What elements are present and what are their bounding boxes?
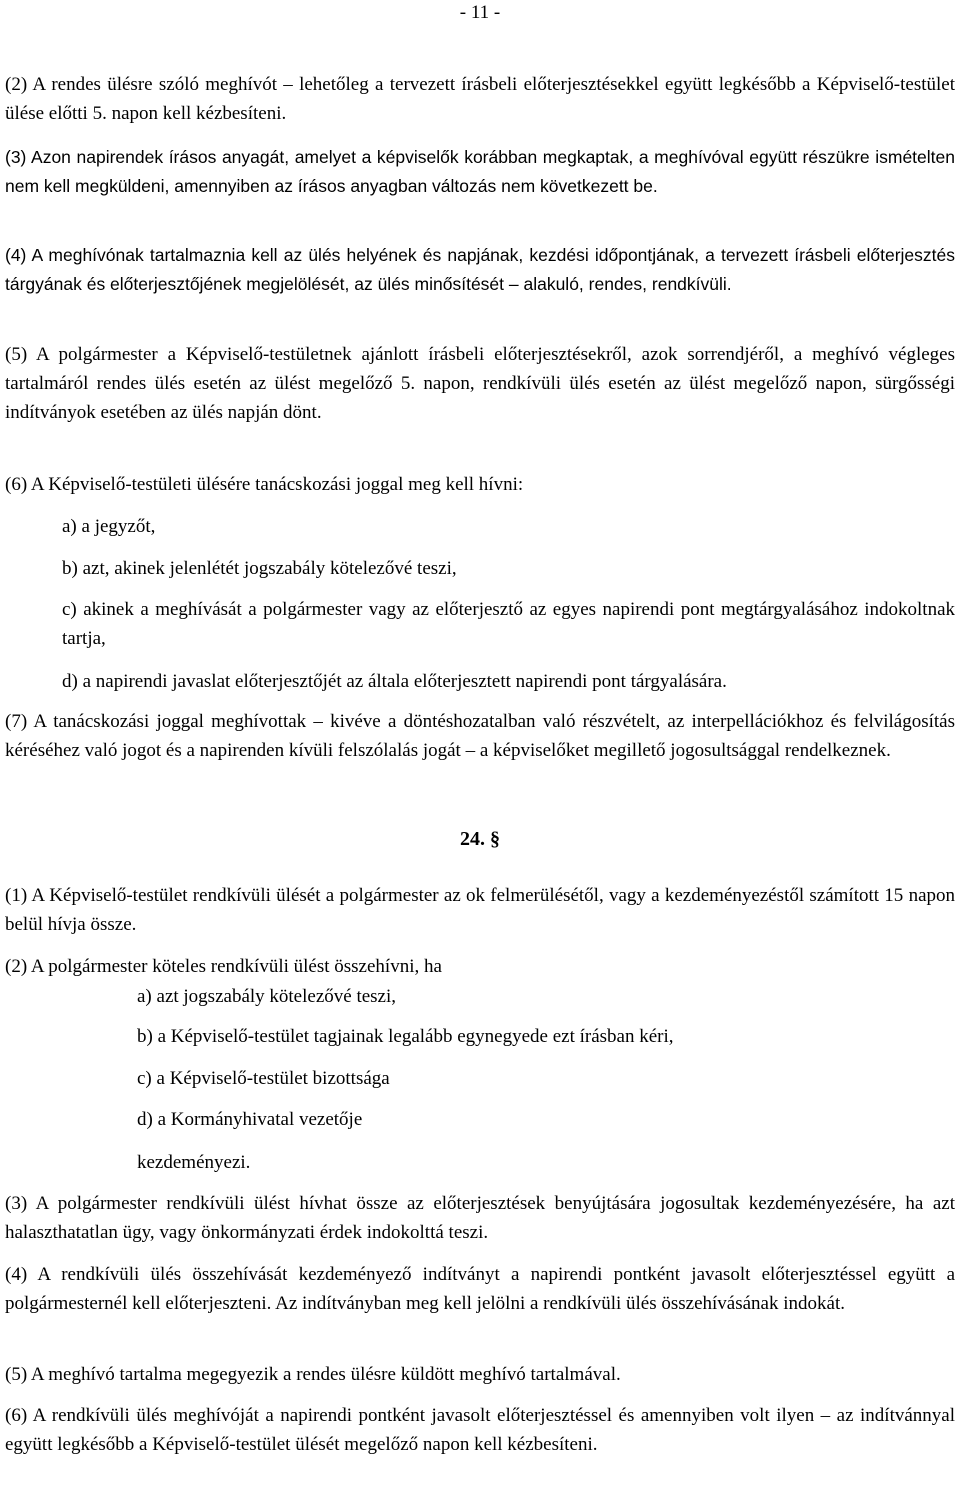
list-item-24-2-c: c) a Képviselő-testület bizottsága bbox=[137, 1068, 390, 1089]
paragraph-23-6: (6) A Képviselő-testületi ülésére tanácskozási joggal meg kell hívni: bbox=[5, 474, 524, 495]
paragraph-23-4: (4) A meghívónak tartalmaznia kell az ülés helyének és napjának, kezdési időpontjának, a tervezett írásbeli előterjesztés tárgyának és előterjesztőjének megjelölését, az ülés minősítését – alakuló, rendes, rendkívüli. bbox=[5, 245, 955, 294]
section-heading: 24. § bbox=[460, 828, 500, 850]
list-item-23-6-d: d) a napirendi javaslat előterjesztőjét az általa előterjesztett napirendi pont tárgyalására. bbox=[62, 671, 727, 692]
paragraph-23-2: (2) A rendes ülésre szóló meghívót – lehetőleg a tervezett írásbeli előterjesztésekkel együtt legkésőbb a Képviselő-testület ülése előtti 5. napon kell kézbesíteni. bbox=[5, 74, 955, 124]
list-item-24-2-closing: kezdeményezi. bbox=[137, 1152, 251, 1173]
paragraph-24-1: (1) A Képviselő-testület rendkívüli ülését a polgármester az ok felmerülésétől, vagy a kezdeményezéstől számított 15 napon belül hívja össze. bbox=[5, 885, 955, 935]
paragraph-24-4: (4) A rendkívüli ülés összehívását kezdeményező indítványt a napirendi pontként javasolt előterjesztéssel együtt a polgármesternél kell előterjeszteni. Az indítványban meg kell jelölni a rendkívüli ülés összehívásának indokát. bbox=[5, 1264, 955, 1314]
list-item-23-6-a: a) a jegyzőt, bbox=[62, 516, 156, 537]
paragraph-24-2: (2) A polgármester köteles rendkívüli ülést összehívni, ha bbox=[5, 956, 442, 977]
paragraph-24-5: (5) A meghívó tartalma megegyezik a rendes ülésre küldött meghívó tartalmával. bbox=[5, 1364, 621, 1385]
page-number: - 11 - bbox=[459, 2, 501, 23]
paragraph-23-3: (3) Azon napirendek írásos anyagát, amelyet a képviselők korábban megkaptak, a meghívóval együtt részükre ismételten nem kell megküldeni, amennyiben az írásos anyagban változás nem következett be. bbox=[5, 147, 955, 196]
paragraph-23-7: (7) A tanácskozási joggal meghívottak – kivéve a döntéshozatalban való részvételt, az interpellációkhoz és felvilágosítás kéréséhez való jogot és a napirenden kívüli felszólalás jogát – a képviselőket megillető jogosultsággal rendelkeznek. bbox=[5, 711, 955, 761]
paragraph-24-6: (6) A rendkívüli ülés meghívóját a napirendi pontként javasolt előterjesztéssel és amennyiben volt ilyen – az indítvánnyal együtt legkésőbb a Képviselő-testület ülését megelőző napon kell kézbesíteni. bbox=[5, 1405, 955, 1455]
list-item-23-6-c: c) akinek a meghívását a polgármester vagy az előterjesztő az egyes napirendi pont megtárgyalásához indokoltnak tartja, bbox=[62, 599, 955, 649]
list-item-24-2-a: a) azt jogszabály kötelezővé teszi, bbox=[137, 986, 397, 1007]
paragraph-23-5: (5) A polgármester a Képviselő-testületnek ajánlott írásbeli előterjesztésekről, azok sorrendjéről, a meghívó végleges tartalmáról rendes ülés esetén az ülést megelőző 5. napon, rendkívüli ülés esetén az ülést megelőző napon, sürgősségi indítványok esetében az ülés napján dönt. bbox=[5, 344, 955, 423]
list-item-24-2-d: d) a Kormányhivatal vezetője bbox=[137, 1109, 363, 1130]
list-item-24-2-b: b) a Képviselő-testület tagjainak legalább egynegyede ezt írásban kéri, bbox=[137, 1026, 674, 1047]
paragraph-24-3: (3) A polgármester rendkívüli ülést hívhat össze az előterjesztések benyújtására jogosultak kezdeményezésére, ha azt halaszthatatlan ügy, vagy önkormányzati érdek indokolttá teszi. bbox=[5, 1193, 955, 1243]
list-item-23-6-b: b) azt, akinek jelenlétét jogszabály kötelezővé teszi, bbox=[62, 558, 457, 579]
